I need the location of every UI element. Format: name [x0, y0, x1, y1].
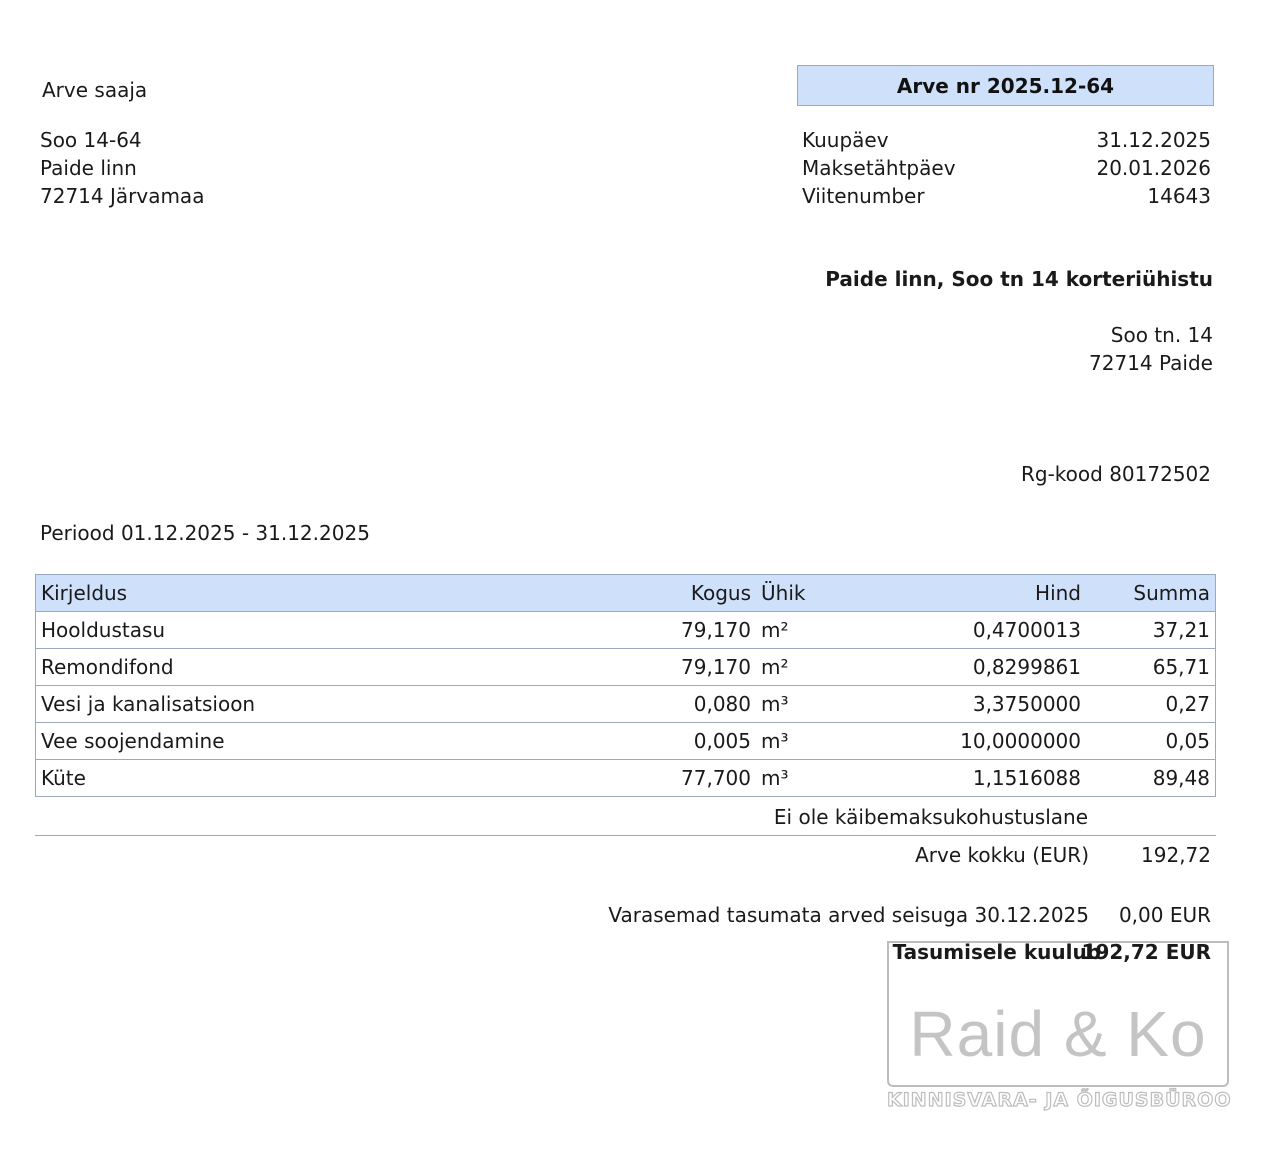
company-stamp-logo — [887, 941, 1229, 1087]
column-header-sum: Summa — [1086, 575, 1216, 612]
vat-note: Ei ole käibemaksukohustuslane — [773, 805, 1088, 829]
stamp-company-name: Raid & Ko — [909, 998, 1207, 1070]
item-description: Hooldustasu — [36, 612, 567, 649]
item-unit: m³ — [756, 760, 856, 797]
recipient-address-line: Soo 14-64 — [40, 128, 142, 152]
previous-unpaid-label: Varasemad tasumata arved seisuga 30.12.2025 — [608, 903, 1089, 927]
item-unit: m³ — [756, 686, 856, 723]
item-description: Remondifond — [36, 649, 567, 686]
item-sum: 65,71 — [1086, 649, 1216, 686]
recipient-address-line: 72714 Järvamaa — [40, 184, 205, 208]
invoice-number: Arve nr 2025.12-64 — [797, 65, 1214, 106]
previous-unpaid-value: 0,00 EUR — [1118, 903, 1211, 927]
stamp-company-subtitle: KINNISVARA- JA ÕIGUSBÜROO — [887, 1089, 1232, 1111]
billing-period: Periood 01.12.2025 - 31.12.2025 — [40, 521, 370, 545]
item-unit: m² — [756, 612, 856, 649]
invoice-items-table — [35, 574, 1216, 797]
amount-due-label: Tasumisele kuulub — [892, 940, 1101, 964]
table-row — [36, 760, 1216, 797]
item-sum: 0,27 — [1086, 686, 1216, 723]
column-header-unit: Ühik — [756, 575, 856, 612]
item-unit: m² — [756, 649, 856, 686]
table-row — [36, 612, 1216, 649]
invoice-date-label: Kuupäev — [802, 128, 889, 152]
due-date-value: 20.01.2026 — [1096, 156, 1211, 180]
issuer-name: Paide linn, Soo tn 14 korteriühistu — [825, 267, 1213, 291]
reference-number-label: Viitenumber — [802, 184, 925, 208]
invoice-total-value: 192,72 — [1141, 843, 1211, 867]
table-row — [36, 723, 1216, 760]
issuer-address-line: 72714 Paide — [1089, 351, 1213, 375]
column-header-description: Kirjeldus — [36, 575, 567, 612]
item-unit: m³ — [756, 723, 856, 760]
item-quantity: 77,700 — [566, 760, 756, 797]
item-quantity: 79,170 — [566, 649, 756, 686]
item-sum: 37,21 — [1086, 612, 1216, 649]
item-quantity: 79,170 — [566, 612, 756, 649]
recipient-address-line: Paide linn — [40, 156, 137, 180]
item-price: 0,8299861 — [856, 649, 1086, 686]
invoice-total-label: Arve kokku (EUR) — [915, 843, 1089, 867]
invoice-date-value: 31.12.2025 — [1096, 128, 1211, 152]
item-quantity: 0,080 — [566, 686, 756, 723]
due-date-label: Maksetähtpäev — [802, 156, 956, 180]
table-row — [36, 686, 1216, 723]
item-price: 0,4700013 — [856, 612, 1086, 649]
totals-divider — [35, 835, 1216, 836]
table-header-row — [36, 575, 1216, 612]
column-header-quantity: Kogus — [566, 575, 756, 612]
reference-number-value: 14643 — [1147, 184, 1211, 208]
item-sum: 89,48 — [1086, 760, 1216, 797]
table-row — [36, 649, 1216, 686]
item-description: Vee soojendamine — [36, 723, 567, 760]
item-price: 3,3750000 — [856, 686, 1086, 723]
item-price: 1,1516088 — [856, 760, 1086, 797]
item-sum: 0,05 — [1086, 723, 1216, 760]
issuer-reg-code: Rg-kood 80172502 — [1021, 462, 1211, 486]
column-header-price: Hind — [856, 575, 1086, 612]
amount-due-value: 192,72 EUR — [1081, 940, 1211, 964]
issuer-address-line: Soo tn. 14 — [1110, 323, 1213, 347]
item-description: Vesi ja kanalisatsioon — [36, 686, 567, 723]
item-description: Küte — [36, 760, 567, 797]
recipient-heading: Arve saaja — [42, 78, 148, 102]
item-quantity: 0,005 — [566, 723, 756, 760]
item-price: 10,0000000 — [856, 723, 1086, 760]
